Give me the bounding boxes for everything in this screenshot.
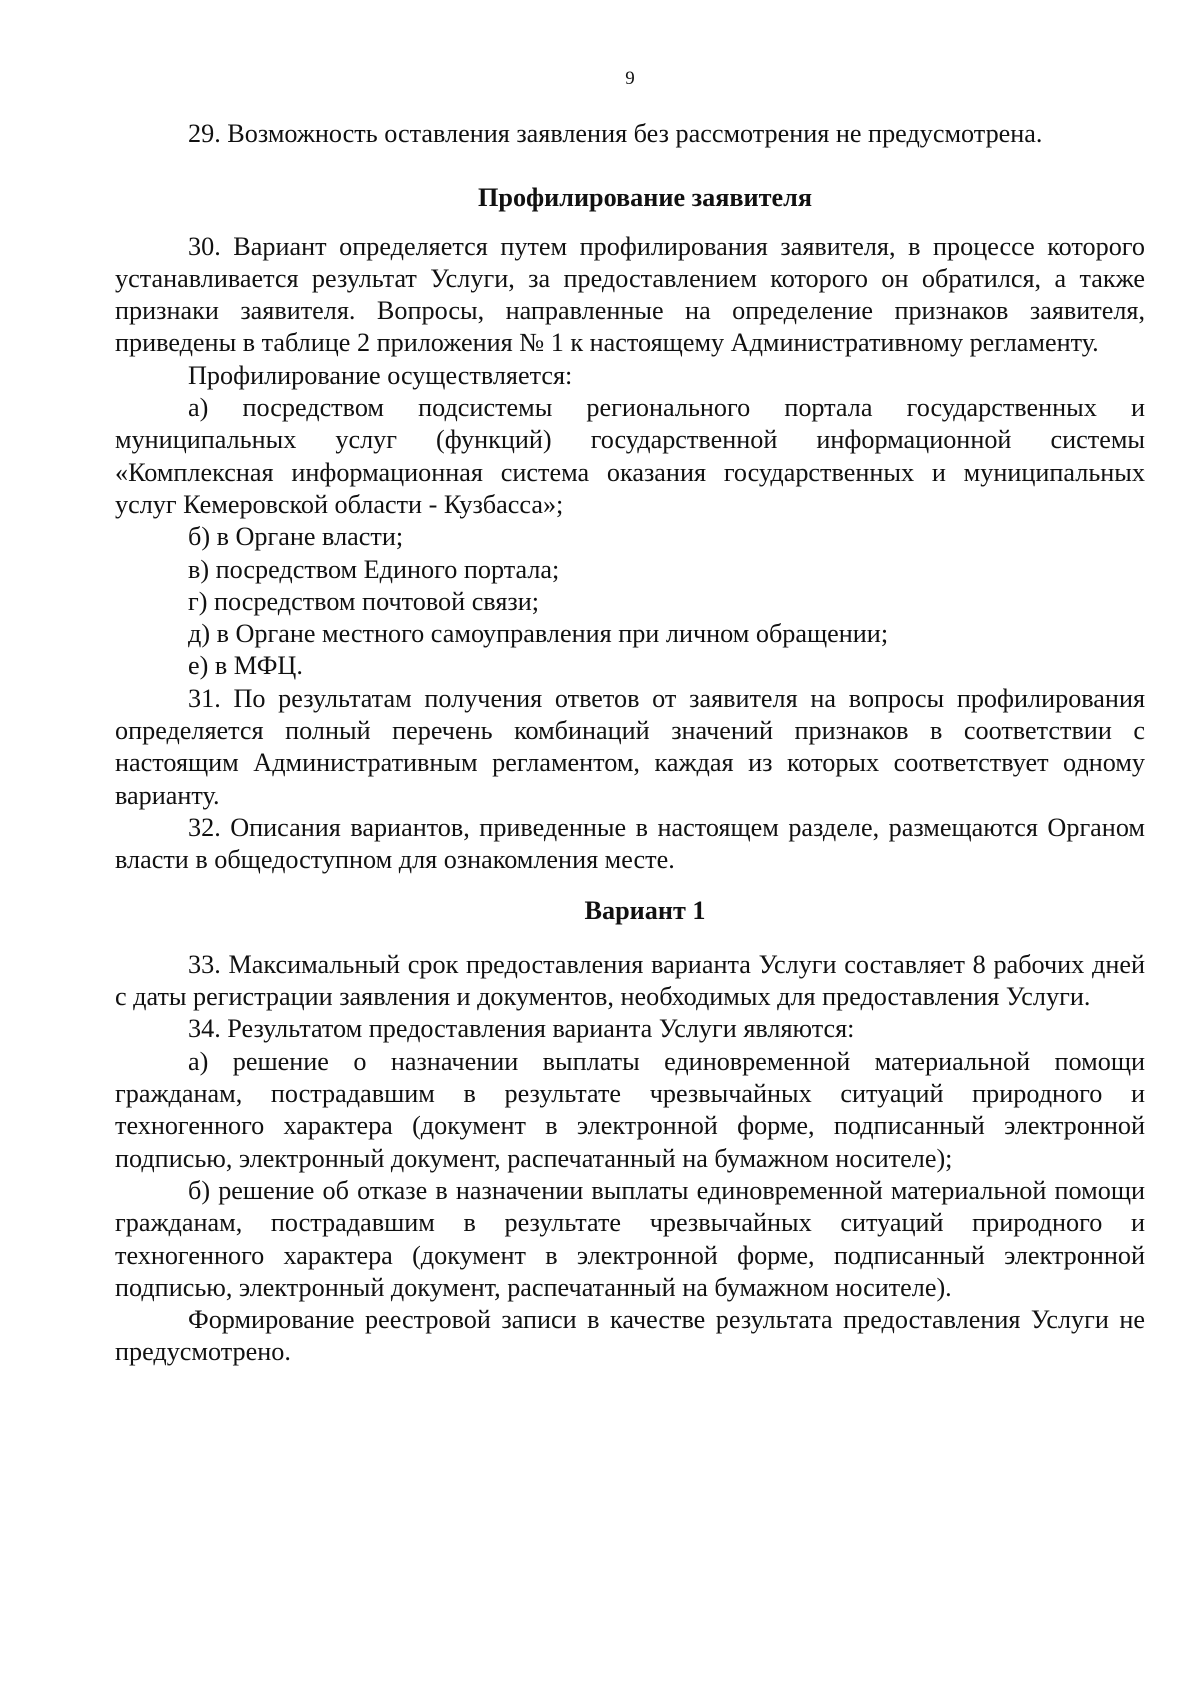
- result-item-a: а) решение о назначении выплаты единовременной материальной помощи гражданам, пострадавшим в результате чрезвычайных ситуаций природного и техногенного характера (документ в электронной форме, подписанный электронной подписью, электронный документ, распечатанный на бумажном носителе);: [115, 1046, 1145, 1173]
- heading-variant-1: Вариант 1: [584, 895, 706, 925]
- heading-profiling: Профилирование заявителя: [478, 183, 812, 213]
- paragraph-registry-record: Формирование реестровой записи в качестве результата предоставления Услуги не предусмотрено.: [115, 1305, 1145, 1367]
- paragraph-32: 32. Описания вариантов, приведенные в настоящем разделе, размещаются Органом власти в общедоступном для ознакомления месте.: [115, 812, 1145, 875]
- paragraph-34: 34. Результатом предоставления варианта Услуги являются:: [188, 1014, 855, 1044]
- list-item-g: г) посредством почтовой связи;: [188, 586, 540, 616]
- paragraph-29: 29. Возможность оставления заявления без рассмотрения не предусмотрена.: [188, 119, 1043, 148]
- paragraph-31: 31. По результатам получения ответов от заявителя на вопросы профилирования определяется полный перечень комбинаций значений признаков в соответствии с настоящим Административным регламентом, каждая из которых соответствует одному варианту.: [115, 683, 1145, 810]
- list-item-e: е) в МФЦ.: [188, 651, 303, 681]
- list-item-b: б) в Органе власти;: [188, 522, 404, 552]
- document-body: [115, 118, 1145, 1369]
- result-item-b: б) решение об отказе в назначении выплаты единовременной материальной помощи гражданам, пострадавшим в результате чрезвычайных ситуаций природного и техногенного характера (документ в электронной форме, подписанный электронной подписью, электронный документ, распечатанный на бумажном носителе).: [115, 1175, 1145, 1302]
- paragraph-profiling-intro: Профилирование осуществляется:: [188, 360, 573, 390]
- page-number: 9: [625, 68, 635, 89]
- list-item-a: а) посредством подсистемы регионального портала государственных и муниципальных услуг (функций) государственной информационной системы «Комплексная информационная система оказания государственных и муниципальных услуг Кемеровской области - Кузбасса»;: [115, 393, 1145, 519]
- paragraph-30: 30. Вариант определяется путем профилирования заявителя, в процессе которого устанавливается результат Услуги, за предоставлением которого он обратился, а также признаки заявителя. Вопросы, направленные на определение признаков заявителя, приведены в таблице 2 приложения № 1 к настоящему Административному регламенту.: [115, 231, 1145, 358]
- list-item-v: в) посредством Единого портала;: [188, 554, 560, 584]
- paragraph-33: 33. Максимальный срок предоставления варианта Услуги составляет 8 рабочих дней с даты регистрации заявления и документов, необходимых для предоставления Услуги.: [115, 949, 1145, 1012]
- list-item-d: д) в Органе местного самоуправления при личном обращении;: [188, 619, 889, 649]
